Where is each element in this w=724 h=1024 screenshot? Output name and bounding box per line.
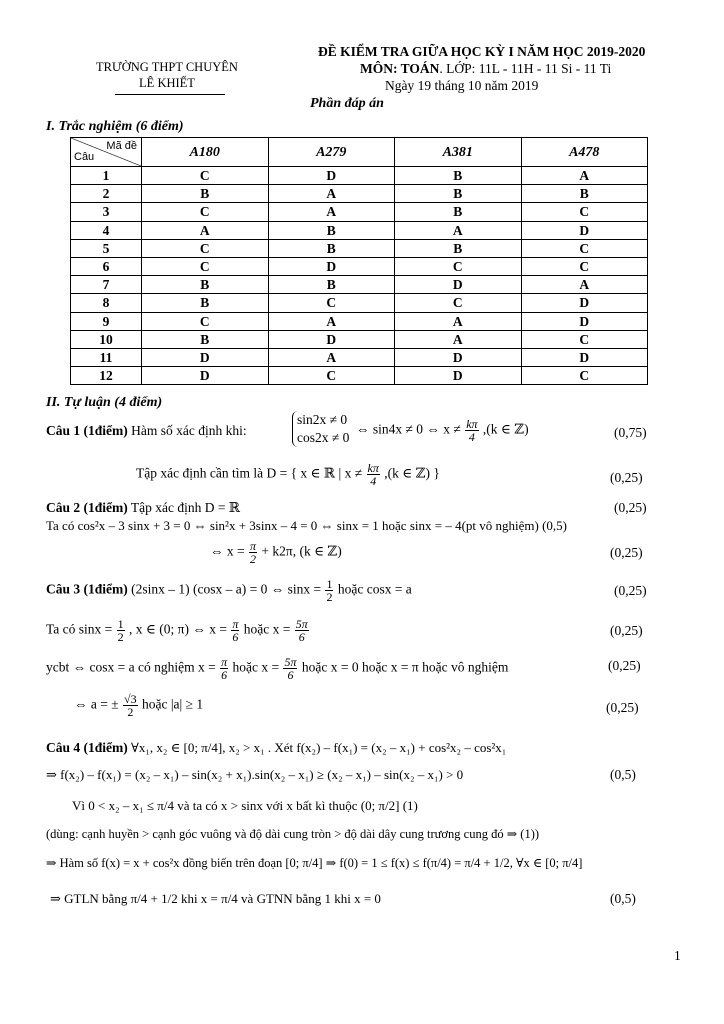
- exam-title: ĐỀ KIỂM TRA GIỮA HỌC KỲ I NĂM HỌC 2019-2020: [318, 44, 646, 59]
- answer-row: [71, 312, 648, 330]
- answer-cell: C: [521, 367, 648, 385]
- q1-line: [46, 423, 247, 439]
- answer-title: Phần đáp án: [310, 96, 384, 111]
- answer-table: [70, 137, 648, 385]
- header-underline: [115, 94, 225, 95]
- answer-row: [71, 167, 648, 185]
- q1-domain-line: [136, 462, 440, 487]
- q1-domain-set-right: ,(k ∈ ℤ) }: [384, 465, 440, 481]
- answer-cell: B: [142, 185, 269, 203]
- answer-table-header: [71, 138, 648, 167]
- answer-row: [71, 367, 648, 385]
- q3-l3-pi6-num: π: [221, 655, 228, 669]
- q3-l2-score: (0,25): [610, 623, 643, 638]
- q1-frac-den: 4: [468, 430, 475, 444]
- q3-l4-fraction: [123, 693, 138, 718]
- q4-label: Câu 4 (1điểm): [46, 740, 128, 755]
- answer-cell: C: [142, 257, 269, 275]
- answer-cell: D: [268, 330, 395, 348]
- answer-cell: C: [142, 239, 269, 257]
- q1-fraction: [465, 418, 478, 443]
- q1-score: (0,75): [614, 425, 647, 440]
- q3-l3-score: (0,25): [608, 658, 641, 673]
- q1-text: Hàm số xác định khi:: [131, 423, 247, 438]
- answer-cell: B: [521, 185, 648, 203]
- q2-line3: [210, 540, 342, 565]
- q1-system-eq2: cos2x ≠ 0: [297, 430, 350, 445]
- answer-cell: A: [268, 203, 395, 221]
- q3-l4-num: √3: [124, 692, 137, 706]
- answer-cell: D: [521, 312, 648, 330]
- answer-row: [71, 348, 648, 366]
- answer-cell: C: [395, 294, 522, 312]
- subject-label: MÔN: TOÁN: [360, 61, 440, 76]
- answer-cell: D: [142, 348, 269, 366]
- q3-l3-5pi6-num: 5π: [284, 655, 297, 669]
- answer-cell: A: [521, 167, 648, 185]
- q4-l6-score: (0,5): [610, 891, 636, 906]
- q3-line2: [46, 618, 310, 643]
- page-number: 1: [674, 948, 681, 963]
- q3-fraction: [325, 578, 333, 603]
- answer-cell: D: [268, 167, 395, 185]
- q3-l2-a: Ta có sinx =: [46, 621, 113, 637]
- answer-cell: C: [268, 367, 395, 385]
- q4-text: ∀x₁, x₂ ∈ [0; π/4], x₂ > x₁ . Xét f(x₂) – f(x₁) = (x₂ – x₁) + cos²x₂ – cos²x₁: [131, 740, 507, 755]
- q4-l2-score: (0,5): [610, 767, 636, 782]
- q3-l3-c: hoặc x = 0 hoặc x = π hoặc vô nghiệm: [301, 659, 509, 675]
- question-number-cell: 1: [71, 167, 142, 185]
- q1-result-text: ⇔ sin4x ≠ 0 ⇔ x ≠: [356, 421, 461, 437]
- q2-line: [46, 500, 240, 516]
- answer-cell: B: [395, 167, 522, 185]
- answer-row: [71, 185, 648, 203]
- answer-cell: A: [521, 276, 648, 294]
- q3-l3-b: hoặc x =: [232, 659, 280, 675]
- q1-domain-score: (0,25): [610, 470, 643, 485]
- q2-line3-right: + k2π, (k ∈ ℤ): [261, 543, 342, 559]
- answer-row: [71, 239, 648, 257]
- q1-domain-set-left: { x ∈ ℝ | x ≠: [290, 465, 363, 481]
- answer-row: [71, 276, 648, 294]
- question-number-cell: 3: [71, 203, 142, 221]
- answer-cell: D: [521, 221, 648, 239]
- answer-cell: A: [268, 348, 395, 366]
- q3-l3-5pi6: [283, 656, 297, 681]
- answer-cell: B: [268, 221, 395, 239]
- answer-cell: C: [521, 257, 648, 275]
- q3-score: (0,25): [614, 583, 647, 598]
- q1-label: Câu 1 (1điểm): [46, 423, 128, 438]
- answer-row: [71, 294, 648, 312]
- question-number-cell: 2: [71, 185, 142, 203]
- answer-cell: D: [395, 348, 522, 366]
- q2-frac-num: π: [250, 539, 257, 553]
- answer-cell: C: [142, 203, 269, 221]
- answer-cell: C: [521, 239, 648, 257]
- q3-text-end: hoặc cosx = a: [337, 581, 412, 597]
- answer-cell: C: [395, 257, 522, 275]
- answer-cell: B: [142, 276, 269, 294]
- q4-line5: ⇒ Hàm số f(x) = x + cos²x đồng biến trên đoạn [0; π/4] ⇒ f(0) = 1 ≤ f(x) ≤ f(π/4) = π/4 + 1/2, ∀x ∈ [0; π/4]: [46, 856, 583, 870]
- answer-cell: A: [142, 221, 269, 239]
- q3-l4-den: 2: [127, 705, 134, 719]
- q1-k-text: ,(k ∈ ℤ): [482, 421, 529, 437]
- subject-line: [360, 61, 611, 77]
- q3-l3-pi6: [220, 656, 228, 681]
- answer-cell: C: [142, 312, 269, 330]
- q3-frac-den: 2: [326, 590, 333, 604]
- q2-line3-left: ⇔ x =: [210, 543, 245, 559]
- section1-heading: I. Trắc nghiệm (6 điểm): [46, 119, 184, 134]
- q3-l4-a: ⇔ a = ±: [74, 696, 119, 712]
- q3-l2-half-num: 1: [117, 617, 124, 631]
- answer-cell: B: [268, 239, 395, 257]
- answer-cell: C: [268, 294, 395, 312]
- answer-row: [71, 203, 648, 221]
- answer-cell: A: [268, 312, 395, 330]
- q3-l4-score: (0,25): [606, 700, 639, 715]
- answer-row: [71, 221, 648, 239]
- q2-label: Câu 2 (1điểm): [46, 500, 128, 515]
- q3-l2-b: , x ∈ (0; π) ⇔ x =: [129, 621, 227, 637]
- answer-cell: D: [395, 367, 522, 385]
- answer-cell: D: [521, 294, 648, 312]
- q4-line2: ⇒ f(x₂) – f(x₁) = (x₂ – x₁) – sin(x₂ + x₁).sin(x₂ – x₁) ≥ (x₂ – x₁) – sin(x₂ – x₁) > 0: [46, 767, 464, 782]
- q3-label: Câu 3 (1điểm): [46, 581, 128, 597]
- answer-cell: B: [142, 294, 269, 312]
- q1-system: [288, 411, 349, 447]
- exam-code-header: A279: [268, 138, 395, 167]
- school-name-line2: LÊ KHIẾT: [139, 76, 195, 90]
- q2-line3-score: (0,25): [610, 545, 643, 560]
- answer-cell: C: [521, 203, 648, 221]
- q3-l2-pi6-den: 6: [232, 630, 239, 644]
- q2-frac-den: 2: [250, 552, 256, 566]
- answer-cell: B: [395, 185, 522, 203]
- q3-l3-a: ycbt ⇔ cosx = a có nghiệm x =: [46, 659, 216, 675]
- corner-exam-code-label: Mã đề: [106, 140, 137, 152]
- answer-cell: A: [268, 185, 395, 203]
- answer-cell: D: [521, 348, 648, 366]
- q3-l2-half: [117, 618, 125, 643]
- subject-classes: . LỚP: 11L - 11H - 11 Si - 11 Ti: [439, 61, 612, 76]
- answer-cell: B: [142, 330, 269, 348]
- answer-cell: A: [395, 330, 522, 348]
- q2-score: (0,25): [614, 500, 647, 515]
- question-number-cell: 7: [71, 276, 142, 294]
- table-corner-cell: [71, 138, 142, 167]
- q3-l2-5pi6-num: 5π: [295, 617, 308, 631]
- question-number-cell: 9: [71, 312, 142, 330]
- q3-text: (2sinx – 1) (cosx – a) = 0 ⇔ sinx =: [131, 581, 322, 597]
- q3-line3: [46, 656, 508, 681]
- q1-system-brace: [292, 411, 349, 447]
- question-number-cell: 12: [71, 367, 142, 385]
- q2-line2: Ta có cos²x – 3 sinx + 3 = 0 ⇔ sin²x + 3sinx – 4 = 0 ⇔ sinx = 1 hoặc sinx = – 4(pt vô nghiệm) (0,5): [46, 518, 568, 533]
- q1-domain-fraction: [367, 462, 380, 487]
- q3-line: [46, 578, 412, 603]
- answer-cell: D: [268, 257, 395, 275]
- q3-l4-b: hoặc |a| ≥ 1: [141, 696, 204, 712]
- exam-code-header: A381: [395, 138, 522, 167]
- q3-frac-num: 1: [326, 577, 333, 591]
- answer-cell: A: [395, 221, 522, 239]
- exam-code-header: A478: [521, 138, 648, 167]
- answer-cell: C: [521, 330, 648, 348]
- answer-row: [71, 257, 648, 275]
- q3-l2-half-den: 2: [117, 630, 124, 644]
- answer-cell: D: [142, 367, 269, 385]
- q3-l2-5pi6-den: 6: [298, 630, 305, 644]
- q4-line: [46, 740, 506, 756]
- q4-line6: ⇒ GTLN bằng π/4 + 1/2 khi x = π/4 và GTNN bằng 1 khi x = 0: [50, 891, 381, 906]
- q1-domain-frac-num: kπ: [367, 461, 379, 475]
- exam-date: Ngày 19 tháng 10 năm 2019: [385, 78, 539, 93]
- q2-text: Tập xác định D = ℝ: [130, 500, 241, 515]
- q3-l2-pi6: [231, 618, 239, 643]
- q3-l2-5pi6: [295, 618, 309, 643]
- answer-cell: D: [395, 276, 522, 294]
- answer-cell: C: [142, 167, 269, 185]
- q1-result: [356, 418, 529, 443]
- q1-frac-num: kπ: [466, 417, 478, 431]
- answer-cell: B: [268, 276, 395, 294]
- question-number-cell: 4: [71, 221, 142, 239]
- q1-system-eq1: sin2x ≠ 0: [297, 412, 348, 427]
- exam-code-header: A180: [142, 138, 269, 167]
- school-name-line1: TRƯỜNG THPT CHUYÊN: [96, 60, 238, 74]
- q2-fraction: [249, 540, 257, 565]
- answer-row: [71, 330, 648, 348]
- q3-l2-pi6-num: π: [232, 617, 239, 631]
- question-number-cell: 6: [71, 257, 142, 275]
- q3-l3-5pi6-den: 6: [287, 668, 294, 682]
- answer-cell: A: [395, 312, 522, 330]
- q4-line3: Vì 0 < x₂ – x₁ ≤ π/4 và ta có x > sinx với x bất kì thuộc (0; π/2] (1): [72, 798, 418, 813]
- q1-domain-frac-den: 4: [370, 474, 377, 488]
- question-number-cell: 10: [71, 330, 142, 348]
- question-number-cell: 11: [71, 348, 142, 366]
- corner-question-label: Câu: [74, 151, 95, 163]
- q3-line4: [74, 693, 203, 718]
- q1-domain-text: Tập xác định cần tìm là D =: [136, 465, 288, 481]
- question-number-cell: 5: [71, 239, 142, 257]
- answer-cell: B: [395, 239, 522, 257]
- question-number-cell: 8: [71, 294, 142, 312]
- q4-line4: (dùng: cạnh huyền > cạnh góc vuông và độ dài cung tròn > độ dài dây cung trương cung đó ⇒ (1)): [46, 827, 540, 841]
- section2-heading: II. Tự luận (4 điểm): [46, 395, 163, 410]
- q3-l3-pi6-den: 6: [221, 668, 228, 682]
- answer-cell: B: [395, 203, 522, 221]
- q3-l2-c: hoặc x =: [243, 621, 291, 637]
